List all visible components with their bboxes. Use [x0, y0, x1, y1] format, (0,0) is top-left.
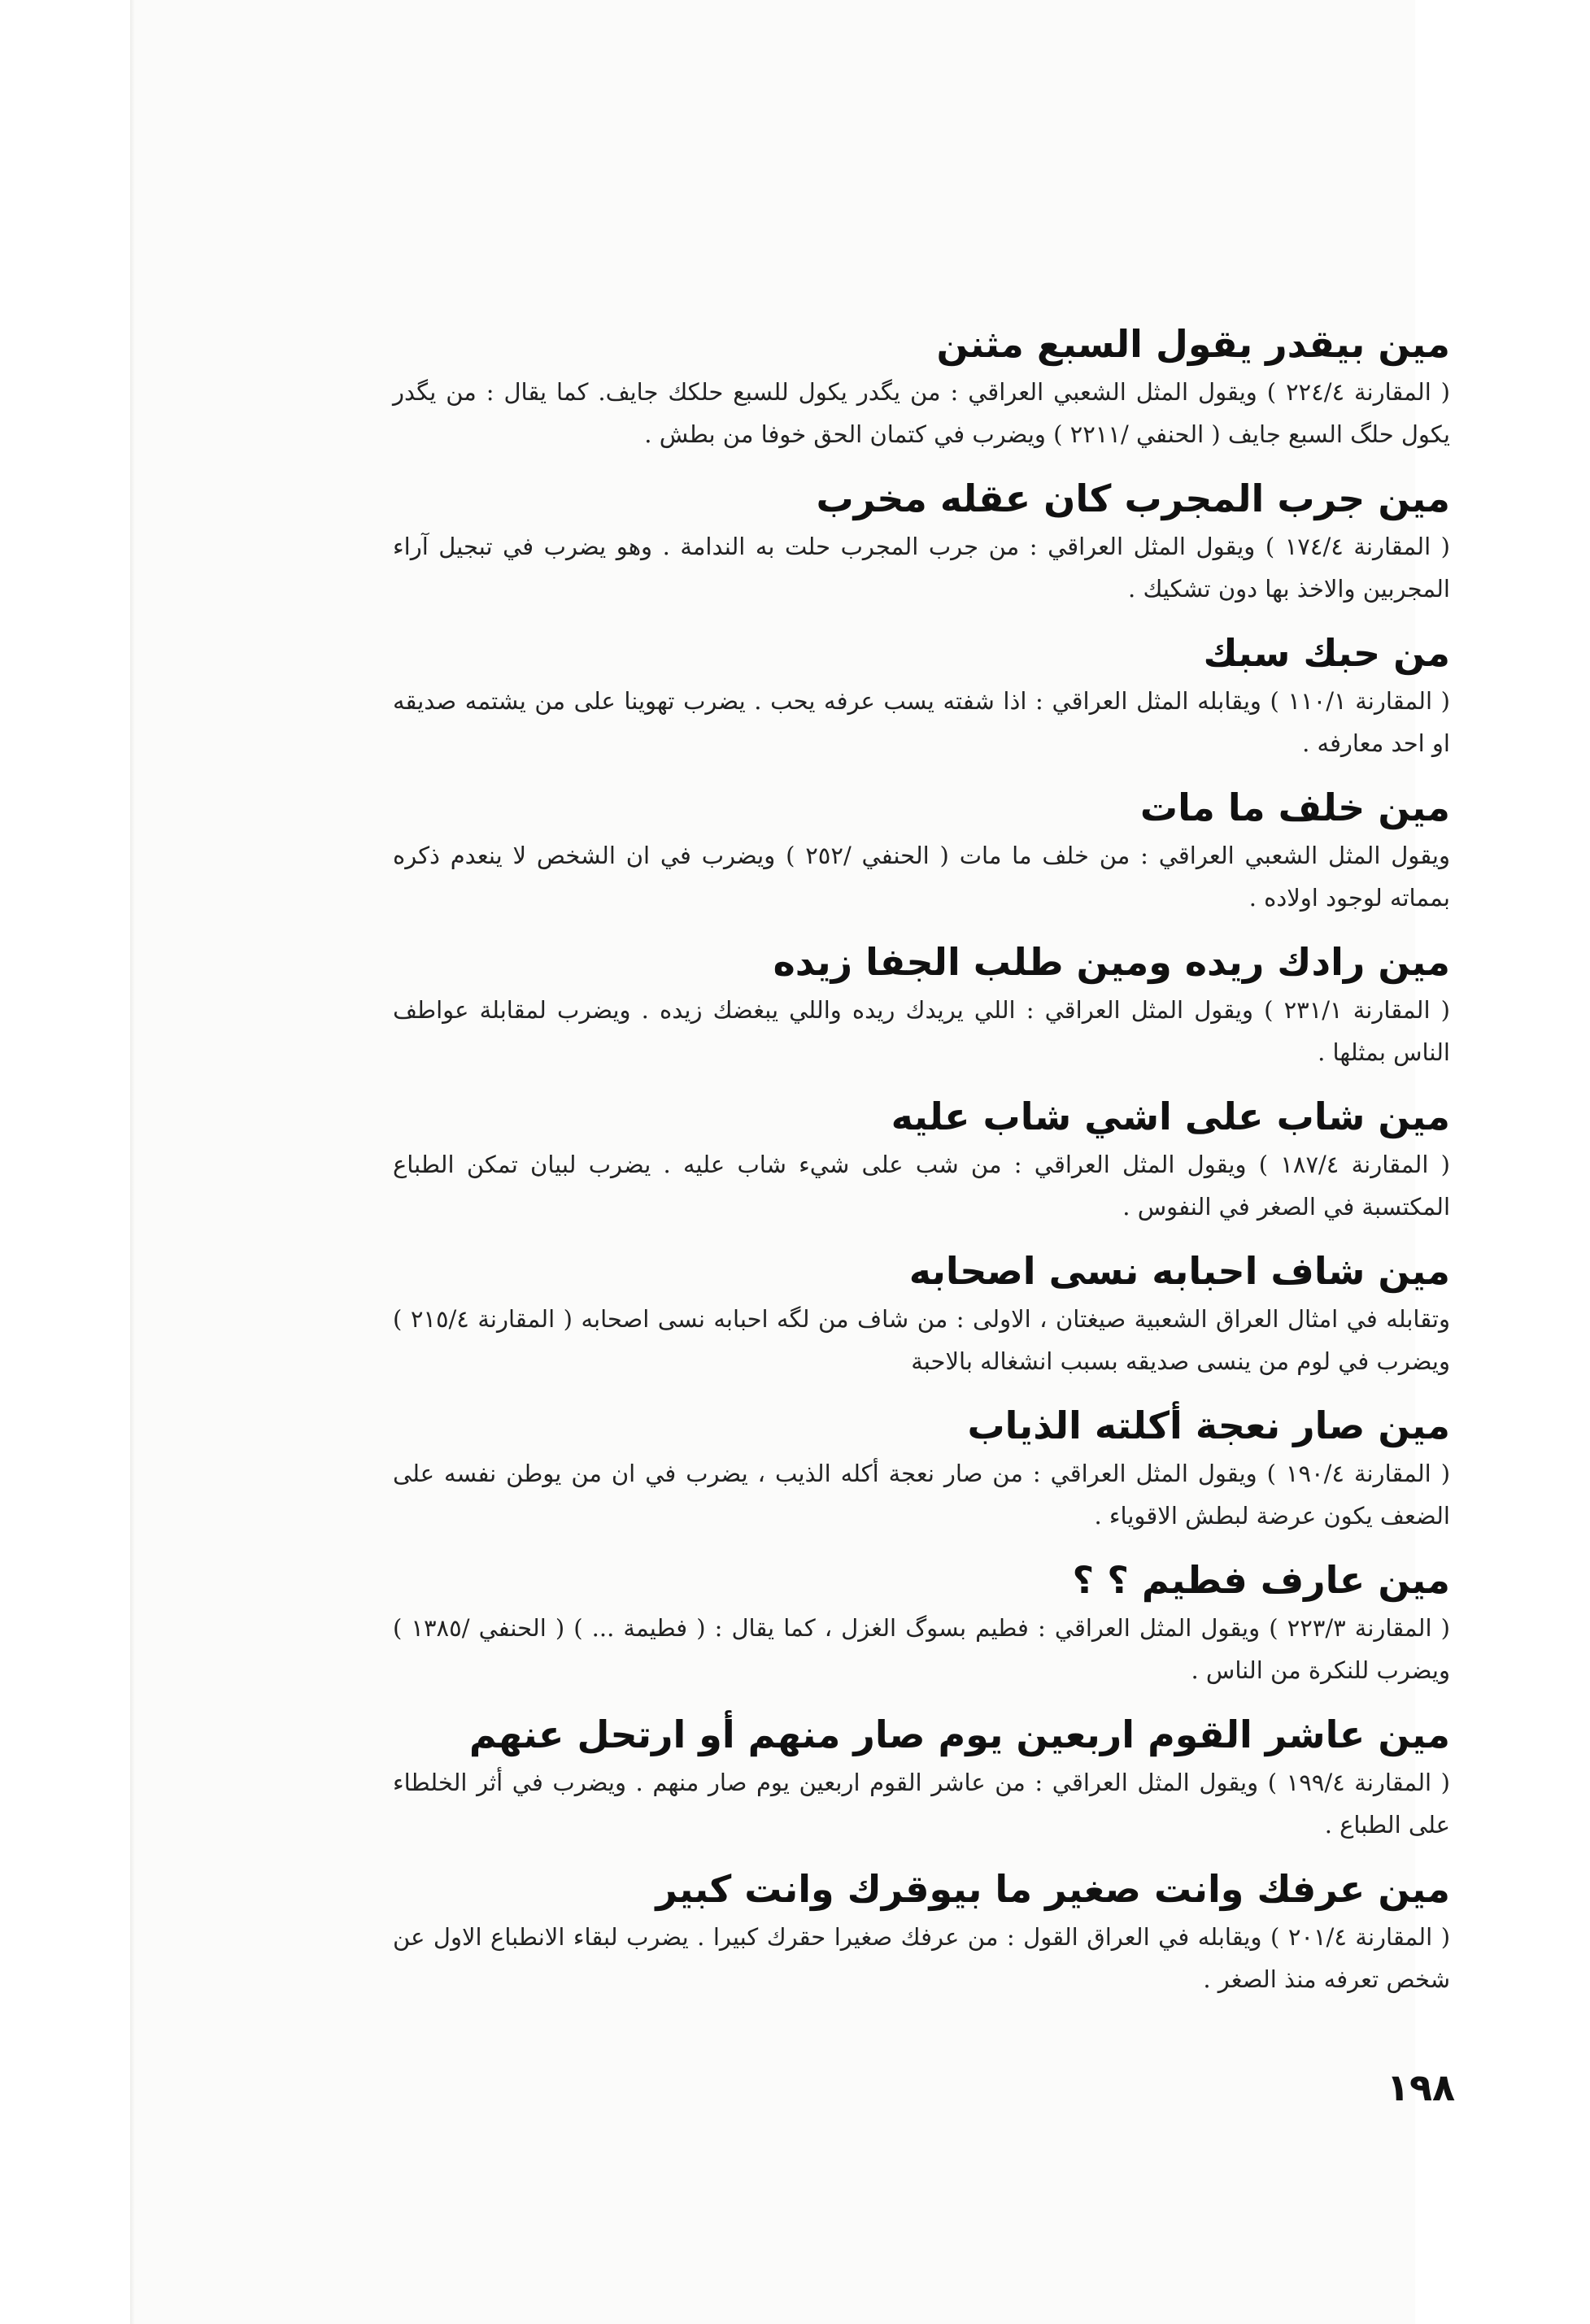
proverb-text: ( المقارنة ٢٢٤/٤ ) ويقول المثل الشعبي العراقي : من يگدر يكول للسبع حلكك جايف. كما يقال : من يگدر يكول حلگ السبع جايف ( الحنفي /٢٢١١ ) ويضرب في كتمان الحق خوفا من بطش .: [393, 378, 1450, 448]
proverb-text: ( المقارنة ٢٣١/١ ) ويقول المثل العراقي : اللي يريدك ريده واللي يبغضك زيده . ويضرب لمقابلة عواطف الناس بمثلها .: [393, 996, 1450, 1066]
proverb-text: ( المقارنة ١١٠/١ ) ويقابله المثل العراقي : اذا شفته يسب عرفه يحب . يضرب تهوينا على من يشتمه صديقه او احد معارفه .: [393, 687, 1450, 757]
proverb-text: ( المقارنة ١٧٤/٤ ) ويقول المثل العراقي : من جرب المجرب حلت به الندامة . وهو يضرب في تبجيل آراء المجربين والاخذ بها دون تشكيك .: [393, 533, 1450, 603]
proverb-entry: [393, 1555, 1450, 1691]
proverb-text: ويقول المثل الشعبي العراقي : من خلف ما مات ( الحنفي /٢٥٢ ) ويضرب في ان الشخص لا ينعدم ذكره بمماته لوجود اولاده .: [393, 842, 1450, 912]
proverb-title: مين خلف ما مات: [1139, 786, 1450, 829]
proverb-text: ( المقارنة ٢٠١/٤ ) ويقابله في العراق القول : من عرفك صغيرا حقرك كبيرا . يضرب لبقاء الانطباع الاول عن شخص تعرفه منذ الصغر .: [393, 1923, 1451, 1993]
proverb-title: مين شاف احبابه نسى اصحابه: [908, 1249, 1450, 1293]
proverb-entry: [393, 319, 1450, 455]
proverb-text: ( المقارنة ١٨٧/٤ ) ويقول المثل العراقي : من شب على شيء شاب عليه . يضرب لبيان تمكن الطباع المكتسبة في الصغر في النفوس .: [393, 1151, 1450, 1221]
book-page: [130, 0, 1456, 2324]
proverb-entry: [393, 1709, 1450, 1846]
proverb-title: مين صار نعجة أكلته الذياب: [967, 1404, 1450, 1447]
proverb-entry: [393, 1400, 1450, 1537]
proverb-entry: [393, 473, 1450, 610]
proverb-title: من حبك سبك: [1203, 631, 1450, 675]
proverb-entry: [393, 628, 1450, 764]
proverb-entry: [393, 782, 1450, 919]
proverb-title: مين رادك ريده ومين طلب الجفا زيده: [773, 940, 1450, 984]
proverb-title: مين عاشر القوم اربعين يوم صار منهم أو ارتحل عنهم: [468, 1713, 1450, 1756]
proverb-title: مين جرب المجرب كان عقله مخرب: [816, 477, 1450, 520]
proverbs-list: [393, 319, 1450, 2000]
proverb-text: ( المقارنة ١٩٠/٤ ) ويقول المثل العراقي : من صار نعجة أكله الذيب ، يضرب في ان من يوطن نفسه على الضعف يكون عرضة لبطش الاقوياء .: [393, 1460, 1451, 1530]
proverb-entry: [393, 1246, 1450, 1382]
page-number: ١٩٨: [1386, 2065, 1456, 2109]
proverb-entry: [393, 1091, 1450, 1228]
proverb-title: مين عارف فطيم ؟ ؟: [1072, 1558, 1450, 1602]
proverb-entry: [393, 937, 1450, 1073]
proverb-title: مين عرفك وانت صغير ما بيوقرك وانت كبير: [656, 1867, 1450, 1911]
proverb-text: ( المقارنة ١٩٩/٤ ) ويقول المثل العراقي : من عاشر القوم اربعين يوم صار منهم . ويضرب في أثر الخلطاء على الطباع .: [393, 1769, 1450, 1839]
proverb-title: مين بيقدر يقول السبع مثنن: [936, 322, 1450, 366]
proverb-text: ( المقارنة ٢٢٣/٣ ) ويقول المثل العراقي : فطيم بسوگ الغزل ، كما يقال : ( فطيمة ... ) ( الحنفي /١٣٨٥ ) ويضرب للنكرة من الناس .: [393, 1614, 1450, 1684]
proverb-entry: [393, 1864, 1450, 2000]
proverb-text: وتقابله في امثال العراق الشعبية صيغتان ، الاولى : من شاف من لگه احبابه نسى اصحابه ( المقارنة ٢١٥/٤ ) ويضرب في لوم من ينسى صديقه بسبب انشغاله بالاحبة: [393, 1305, 1450, 1375]
proverb-title: مين شاب على اشي شاب عليه: [891, 1095, 1450, 1138]
